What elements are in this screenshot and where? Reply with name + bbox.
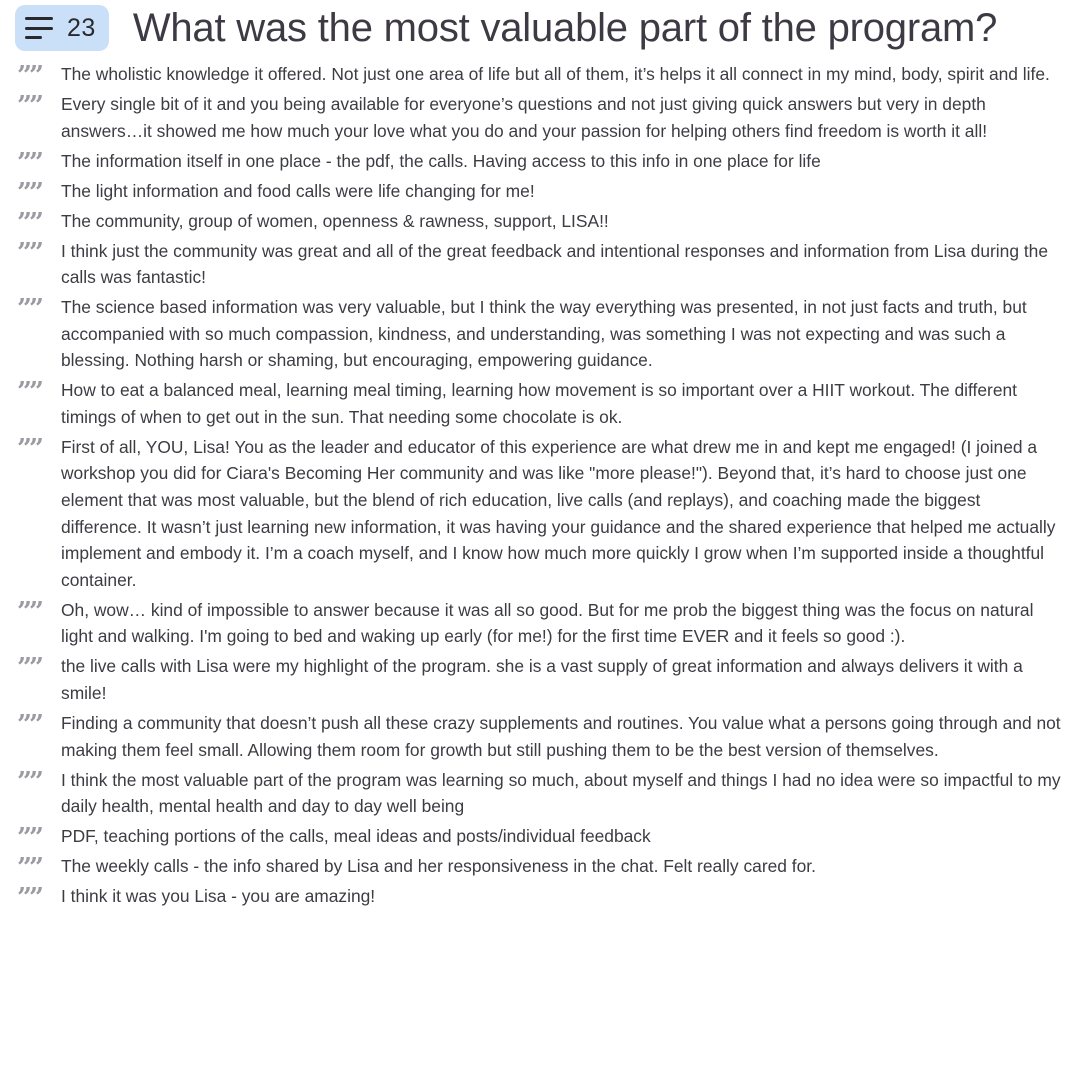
quote-icon: ”” [17,766,41,797]
response-count-button[interactable] [15,5,109,51]
quote-icon: ”” [17,207,41,238]
quote-icon: ”” [17,237,41,268]
response-text: The light information and food calls were life changing for me! [61,180,535,201]
response-text: the live calls with Lisa were my highlight of the program. she is a vast supply of great information and always delivers it with a smile! [61,656,1023,703]
response-text: How to eat a balanced meal, learning meal timing, learning how movement is so important over a HIIT workout. The different timings of when to get out in the sun. That needing some chocolate is ok. [61,380,1018,427]
quote-icon: ”” [17,90,41,121]
response-text: The community, group of women, openness & rawness, support, LISA!! [61,210,609,231]
response-text: Finding a community that doesn’t push all these crazy supplements and routines. You value what a persons going through and not making them feel small. Allowing them room for growth but still pushing them to be the best version of themselves. [61,712,1061,760]
response-item [17,147,1062,178]
response-text: Every single bit of it and you being available for everyone’s questions and not just giving quick answers but very in depth answers…it showed me how much your love what you do and your passion for helping others find freedom is worth it all! [61,93,988,141]
quote-icon: ”” [17,883,41,914]
response-item [17,238,1062,291]
quote-icon: ”” [17,853,41,884]
response-item [17,61,1062,91]
question-title: What was the most valuable part of the program? [132,5,998,50]
response-text: I think just the community was great and all of the great feedback and intentional responses and information from Lisa during the calls was fantastic! [61,240,1049,288]
quote-icon: ”” [17,177,41,208]
response-item [17,294,1062,374]
quote-icon: ”” [17,377,41,408]
quote-icon: ”” [17,147,41,178]
response-item [17,653,1062,706]
response-text: The weekly calls - the info shared by Lisa and her responsiveness in the chat. Felt really cared for. [61,856,816,877]
response-text: The science based information was very valuable, but I think the way everything was presented, in not just facts and truth, but accompanied with so much compassion, kindness, and understanding, was something I was not expecting and was such a blessing. Nothing harsh or shaming, but encouraging, empowering guidance. [61,297,1027,371]
response-item [17,883,1062,914]
response-text: PDF, teaching portions of the calls, meal ideas and posts/individual feedback [61,826,651,847]
response-item [17,597,1062,650]
quote-icon: ”” [17,433,41,464]
quote-icon: ”” [17,61,41,91]
response-item [17,710,1062,763]
quote-icon: ”” [17,653,41,684]
response-text: First of all, YOU, Lisa! You as the leader and educator of this experience are what drew me in and kept me engaged! (I joined a workshop you did for Ciara's Becoming Her community and was like "more please!"). Beyond that, it’s hard to choose just one element that was most valuable, but the blend of rich education, live calls (and replays), and coaching made the biggest difference. It wasn’t just learning new information, it was having your guidance and the shared experience that helped me actually implement and embody it. I’m a coach myself, and I know how much more quickly I grow when I’m supported inside a thoughtful container. [61,436,1056,590]
responses-list [17,61,1062,913]
response-item [17,177,1062,208]
response-text: I think it was you Lisa - you are amazing! [61,886,376,907]
response-item [17,91,1062,144]
response-text: The wholistic knowledge it offered. Not just one area of life but all of them, it’s helps it all connect in my mind, body, spirit and life. [61,64,1050,84]
response-count: 23 [67,13,96,42]
response-text: Oh, wow… kind of impossible to answer because it was all so good. But for me prob the biggest thing was the focus on natural light and walking. I'm going to bed and waking up early (for me!) for the first time EVER and it feels so good :). [61,599,1034,647]
response-item [17,207,1062,238]
response-item [17,823,1062,854]
response-text: I think the most valuable part of the program was learning so much, about myself and things I had no idea were so impactful to my daily health, mental health and day to day well being [61,769,1061,817]
question-header [15,4,1075,52]
response-text: The information itself in one place - the pdf, the calls. Having access to this info in one place for life [61,150,821,171]
quote-icon: ”” [17,596,41,627]
quote-icon: ”” [17,709,41,740]
response-item [17,377,1062,430]
response-item [17,767,1062,820]
menu-icon [25,17,55,39]
quote-icon: ”” [17,823,41,854]
response-item [17,853,1062,884]
quote-icon: ”” [17,294,41,325]
response-item [17,434,1062,594]
